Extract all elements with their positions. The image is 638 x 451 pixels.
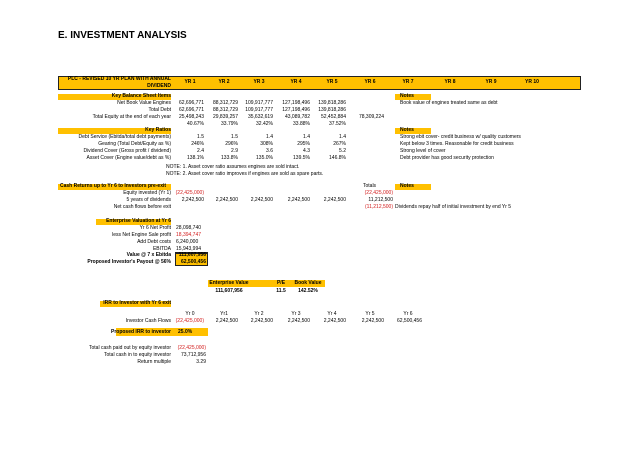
total-row-label: Return multiple bbox=[137, 359, 171, 365]
balance-row-label: Total Equity at the end of each year bbox=[92, 114, 171, 120]
balance-cell: 33.79% bbox=[221, 121, 238, 127]
balance-cell: 32.42% bbox=[256, 121, 273, 127]
ratio-cell: 139.5% bbox=[293, 155, 310, 161]
balance-cell: 29,839,257 bbox=[212, 114, 238, 120]
balance-cell: 52,452,884 bbox=[320, 114, 346, 120]
investor-cash-flow: 2,242,500 bbox=[287, 318, 310, 324]
ev-row-label: less Net Engine Sale profit bbox=[112, 232, 171, 238]
ratio-cell: 296% bbox=[225, 141, 238, 147]
ev-value: 111,607,956 bbox=[178, 252, 206, 258]
balance-cell: 25,498,243 bbox=[178, 114, 204, 120]
cash-cell: 2,242,500 bbox=[323, 197, 346, 203]
irr-heading: IRR to Investor with Yr 6 exit bbox=[103, 300, 171, 306]
cash-totals-label: Totals bbox=[363, 183, 377, 189]
cash-row-label: Net cash flows before exit bbox=[113, 204, 171, 210]
investor-cash-flow: 2,242,500 bbox=[323, 318, 346, 324]
cash-cell: (22,425,000) bbox=[175, 190, 204, 196]
year-header: YR 8 bbox=[444, 79, 456, 85]
summary-header: P/E bbox=[276, 280, 286, 286]
year-header: YR 7 bbox=[402, 79, 414, 85]
ratio-cell: 2.9 bbox=[231, 148, 238, 154]
cash-row-label: 5 years of dividends bbox=[126, 197, 171, 203]
summary-value: 11.5 bbox=[276, 288, 286, 294]
investor-cash-flow: (22,425,000) bbox=[175, 318, 204, 324]
cash-cell: 2,242,500 bbox=[250, 197, 273, 203]
balance-cell: 62,696,771 bbox=[178, 100, 204, 106]
year-header: YR 10 bbox=[525, 79, 539, 85]
ratios-heading: Key Ratios bbox=[145, 127, 171, 133]
irr-year: Yr 6 bbox=[403, 311, 413, 317]
ratio-cell: 133.8% bbox=[221, 155, 238, 161]
ratio-cell: 1.4 bbox=[266, 134, 273, 140]
page-title: E. INVESTMENT ANALYSIS bbox=[58, 30, 187, 41]
balance-note: Book value of engines treated same as debt bbox=[400, 100, 498, 106]
year-header: YR 1 bbox=[184, 79, 196, 85]
cash-total: 11,212,500 bbox=[368, 197, 393, 203]
investor-cash-flow: 2,242,500 bbox=[361, 318, 384, 324]
ratio-cell: 308% bbox=[260, 141, 273, 147]
ratio-cell: 138.1% bbox=[187, 155, 204, 161]
ev-value-label: Value @ 7 x Ebitda bbox=[126, 252, 171, 258]
ratio-row-label: Gearing (Total Debt/Equity as %) bbox=[98, 141, 171, 147]
ratio-cell: 146.8% bbox=[329, 155, 346, 161]
footnote-1: NOTE: 1. Asset cover ratio assumes engines are sold intact. bbox=[166, 164, 300, 170]
plan-label-line1: PLC - REVISED 10 YR PLAN WITH ANNUAL bbox=[67, 76, 171, 82]
total-row-value: 73,712,956 bbox=[180, 352, 206, 358]
ratio-note: Debt provider has good security protection bbox=[400, 155, 494, 161]
irr-year: Yr 4 bbox=[327, 311, 337, 317]
irr-year: Yr 3 bbox=[291, 311, 301, 317]
irr-year: Yr 2 bbox=[254, 311, 264, 317]
balance-cell: 33.88% bbox=[293, 121, 310, 127]
investor-cash-flow: 62,500,456 bbox=[396, 318, 422, 324]
balance-row-label: Total Debt bbox=[148, 107, 171, 113]
ev-row-value: 15,943,994 bbox=[176, 246, 202, 252]
balance-cell: 88,312,729 bbox=[212, 100, 238, 106]
ratio-row-label: Asset Cover (Engine value/debt as %) bbox=[86, 155, 171, 161]
year-header: YR 6 bbox=[364, 79, 376, 85]
ev-row-value: 28,098,740 bbox=[176, 225, 202, 231]
proposed-irr-label: Proposed IRR to investor bbox=[110, 329, 171, 335]
cash-total: (22,425,000) bbox=[364, 190, 393, 196]
balance-cell: 37.52% bbox=[329, 121, 346, 127]
balance-cell: 35,632,619 bbox=[247, 114, 273, 120]
ratio-cell: 5.2 bbox=[339, 148, 346, 154]
balance-cell: 109,917,777 bbox=[245, 100, 273, 106]
summary-value: 111,607,956 bbox=[215, 288, 243, 294]
balance-cell: 139,818,286 bbox=[318, 107, 346, 113]
ratio-row-label: Debt Service (Ebitda/total debt payments) bbox=[78, 134, 171, 140]
ratio-note: Kept below 3 times. Reasonable for credit business bbox=[400, 141, 514, 147]
ev-row-label: Add Debt costs bbox=[137, 239, 171, 245]
ev-heading: Enterprise Valuation at Yr 6 bbox=[106, 218, 171, 224]
total-row-label: Total cash paid out by equity investor bbox=[89, 345, 171, 351]
balance-cell: 43,089,782 bbox=[284, 114, 310, 120]
ratio-cell: 1.5 bbox=[197, 134, 204, 140]
cash-cell: 2,242,500 bbox=[181, 197, 204, 203]
cash-note: Dividends repay half of initial investment by end Yr 5 bbox=[395, 204, 512, 210]
balance-cell: 127,198,496 bbox=[282, 107, 310, 113]
ratio-cell: 267% bbox=[333, 141, 346, 147]
ratios-notes-label: Notes bbox=[400, 127, 414, 133]
total-row-value: (22,425,000) bbox=[177, 345, 206, 351]
footnote-2: NOTE: 2. Asset cover ratio improves if engines are sold as spare parts. bbox=[166, 171, 324, 177]
balance-row-label: Net Book Value Engines bbox=[117, 100, 171, 106]
ev-row-value: 6,240,000 bbox=[176, 239, 199, 245]
irr-year: Yr 5 bbox=[365, 311, 375, 317]
balance-heading: Key Balance Sheet Items bbox=[111, 93, 171, 99]
ratio-cell: 1.5 bbox=[231, 134, 238, 140]
ratio-cell: 2.4 bbox=[197, 148, 204, 154]
ratio-cell: 135.0% bbox=[256, 155, 273, 161]
investor-cash-flow: 2,242,500 bbox=[250, 318, 273, 324]
cash-row-label: Equity invested (Yr 1) bbox=[123, 190, 171, 196]
summary-header: Enterprise Value bbox=[209, 280, 249, 286]
cash-total: (11,212,500) bbox=[365, 204, 393, 210]
investor-cash-flows-label: Investor Cash Flows bbox=[125, 318, 171, 324]
irr-year: Yr1 bbox=[220, 311, 228, 317]
ev-row-value: 18,394,747 bbox=[176, 232, 202, 238]
plan-label-line2: DIVIDEND bbox=[147, 83, 171, 89]
total-row-label: Total cash in to equity investor bbox=[104, 352, 171, 358]
ratio-note: Strong level of cover bbox=[400, 148, 446, 154]
ratio-cell: 246% bbox=[191, 141, 204, 147]
year-header: YR 4 bbox=[290, 79, 302, 85]
balance-cell: 109,917,777 bbox=[245, 107, 273, 113]
proposed-irr-value: 25.0% bbox=[178, 329, 193, 335]
cash-heading: Cash Returns up to Yr 6 to Investors pre-exit bbox=[60, 183, 167, 189]
ratio-cell: 3.6 bbox=[266, 148, 273, 154]
year-header: YR 5 bbox=[326, 79, 338, 85]
cash-cell: 2,242,500 bbox=[215, 197, 238, 203]
ratio-cell: 4.3 bbox=[303, 148, 310, 154]
ev-row-label: Yr 6 Net Profit bbox=[139, 225, 171, 231]
balance-cell: 40.67% bbox=[187, 121, 204, 127]
payout-value: 62,500,456 bbox=[180, 259, 206, 265]
ratio-row-label: Dividend Cover (Gross profit / dividend) bbox=[83, 148, 171, 154]
payout-label: Proposed Investor's Payout @ 56% bbox=[87, 259, 171, 265]
irr-year: Yr 0 bbox=[185, 311, 195, 317]
ev-row-label: EBITDA bbox=[152, 246, 171, 252]
balance-notes-label: Notes bbox=[400, 93, 414, 99]
ratio-cell: 1.4 bbox=[303, 134, 310, 140]
balance-cell: 88,312,729 bbox=[212, 107, 238, 113]
balance-cell: 62,696,771 bbox=[178, 107, 204, 113]
summary-value: 142.52% bbox=[298, 288, 318, 294]
summary-header: Book Value bbox=[294, 280, 322, 286]
year-header: YR 9 bbox=[485, 79, 497, 85]
year-header: YR 3 bbox=[253, 79, 265, 85]
year-header: YR 2 bbox=[218, 79, 230, 85]
balance-cell: 139,818,286 bbox=[318, 100, 346, 106]
cash-cell: 2,242,500 bbox=[287, 197, 310, 203]
balance-cell: 127,198,496 bbox=[282, 100, 310, 106]
total-row-value: 3.29 bbox=[196, 359, 206, 365]
ratio-cell: 295% bbox=[297, 141, 310, 147]
ratio-cell: 1.4 bbox=[339, 134, 346, 140]
investor-cash-flow: 2,242,500 bbox=[215, 318, 238, 324]
cash-notes-label: Notes bbox=[400, 183, 414, 189]
ratio-note: Strong ebit cover- credit business w/ quality customers bbox=[400, 134, 521, 140]
balance-cell: 78,309,224 bbox=[358, 114, 384, 120]
